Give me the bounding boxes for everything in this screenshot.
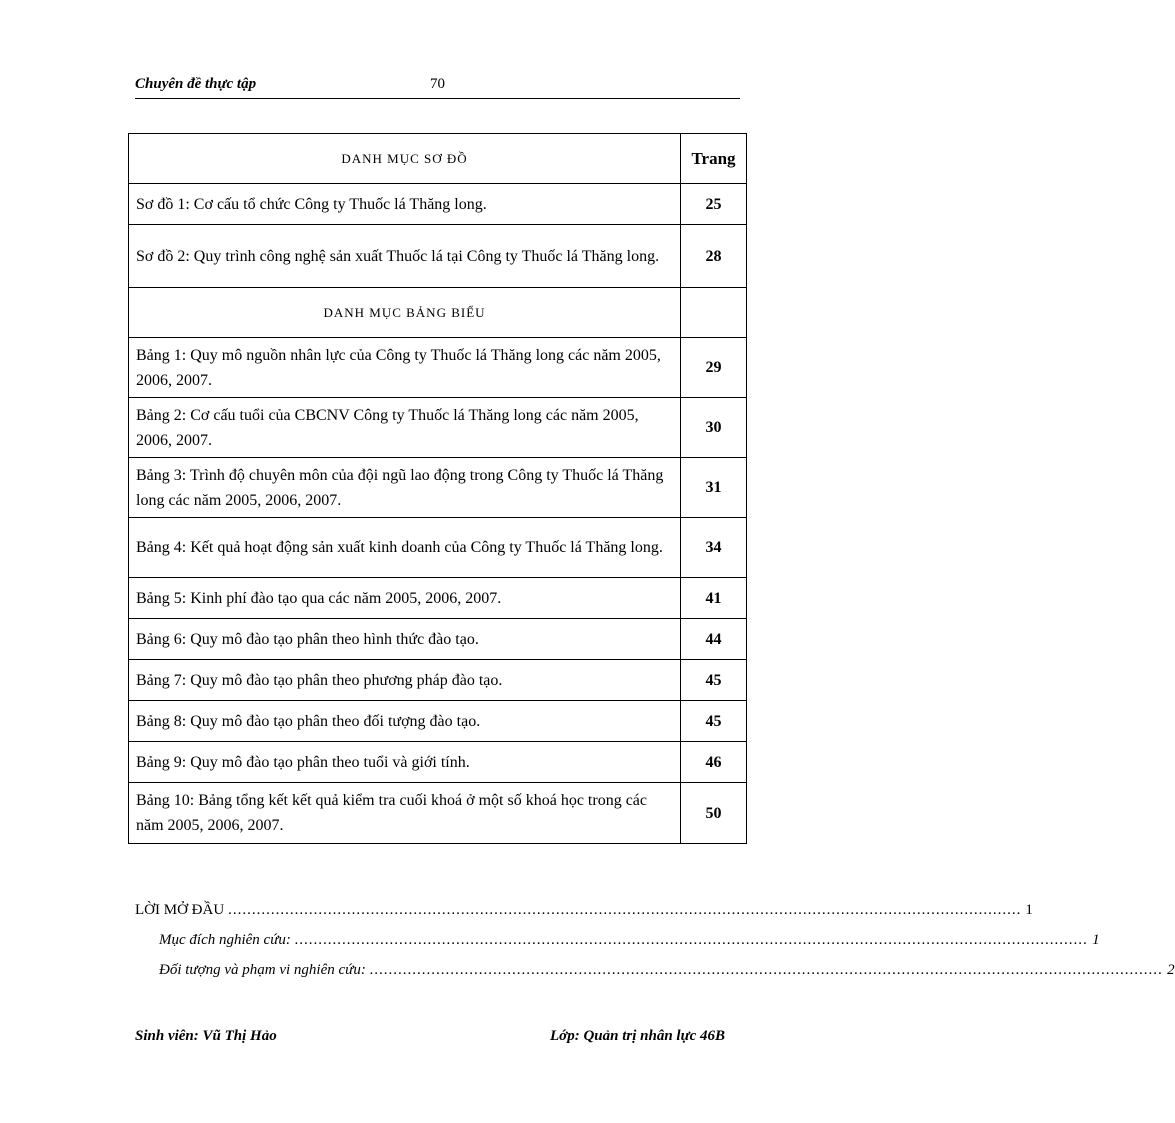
table-row [129, 458, 747, 518]
diagram-1-title: Sơ đồ 1: Cơ cấu tổ chức Công ty Thuốc lá Thăng long. [129, 184, 681, 225]
table-row [129, 783, 747, 844]
table-8-title: Bảng 8: Quy mô đào tạo phân theo đối tượng đào tạo. [129, 701, 681, 742]
tables-heading: DANH MỤC BẢNG BIỂU [129, 288, 681, 338]
table-row [129, 338, 747, 398]
table-4-page: 34 [681, 518, 747, 578]
toc-entry-label: Mục đích nghiên cứu: [159, 932, 291, 948]
table-9-page: 46 [681, 742, 747, 783]
table-5-page: 41 [681, 578, 747, 619]
dot-leader: ....................................................................................................................................................................... [228, 902, 1022, 918]
table-5-title: Bảng 5: Kinh phí đào tạo qua các năm 2005, 2006, 2007. [129, 578, 681, 619]
diagrams-heading: DANH MỤC SƠ ĐỒ [129, 134, 681, 184]
toc-entry-introduction[interactable] [135, 902, 1033, 932]
table-2-title: Bảng 2: Cơ cấu tuổi của CBCNV Công ty Thuốc lá Thăng long các năm 2005, 2006, 2007. [129, 398, 681, 458]
toc-entry-page: 1 [1092, 932, 1100, 948]
table-row [129, 518, 747, 578]
header-title: Chuyên đề thực tập [135, 76, 257, 92]
page-column-heading: Trang [681, 134, 747, 184]
table-of-contents [135, 902, 1175, 992]
table-1-page: 29 [681, 338, 747, 398]
table-row [129, 134, 747, 184]
table-7-page: 45 [681, 660, 747, 701]
toc-entry-research-scope[interactable] [135, 962, 1175, 992]
table-1-title: Bảng 1: Quy mô nguồn nhân lực của Công ty Thuốc lá Thăng long các năm 2005, 2006, 2007. [129, 338, 681, 398]
table-row [129, 288, 747, 338]
diagram-2-title: Sơ đồ 2: Quy trình công nghệ sản xuất Thuốc lá tại Công ty Thuốc lá Thăng long. [129, 225, 681, 288]
table-row [129, 578, 747, 619]
table-row [129, 701, 747, 742]
table-3-title: Bảng 3: Trình độ chuyên môn của đội ngũ lao động trong Công ty Thuốc lá Thăng long các năm 2005, 2006, 2007. [129, 458, 681, 518]
diagram-2-page: 28 [681, 225, 747, 288]
list-of-figures-table [128, 133, 747, 844]
table-8-page: 45 [681, 701, 747, 742]
footer-class: Lớp: Quản trị nhân lực 46B [550, 1028, 725, 1044]
table-row [129, 184, 747, 225]
dot-leader: ....................................................................................................................................................................... [294, 932, 1089, 948]
table-6-page: 44 [681, 619, 747, 660]
table-row [129, 660, 747, 701]
empty-cell [681, 288, 747, 338]
toc-entry-page: 2 [1167, 962, 1175, 978]
table-row [129, 742, 747, 783]
toc-entry-page: 1 [1025, 902, 1033, 918]
toc-entry-label: LỜI MỞ ĐẦU [135, 902, 225, 918]
table-7-title: Bảng 7: Quy mô đào tạo phân theo phương pháp đào tạo. [129, 660, 681, 701]
table-row [129, 398, 747, 458]
footer-student: Sinh viên: Vũ Thị Hảo [135, 1028, 277, 1044]
table-10-title: Bảng 10: Bảng tổng kết kết quả kiểm tra cuối khoá ở một số khoá học trong các năm 2005, 2006, 2007. [129, 783, 681, 844]
page-footer [135, 1028, 725, 1048]
page-header [135, 76, 740, 99]
table-2-page: 30 [681, 398, 747, 458]
table-6-title: Bảng 6: Quy mô đào tạo phân theo hình thức đào tạo. [129, 619, 681, 660]
table-row [129, 619, 747, 660]
toc-entry-research-purpose[interactable] [135, 932, 1100, 962]
header-page-number: 70 [430, 76, 445, 92]
toc-entry-label: Đối tượng và phạm vi nghiên cứu: [159, 962, 366, 978]
table-10-page: 50 [681, 783, 747, 844]
table-3-page: 31 [681, 458, 747, 518]
table-4-title: Bảng 4: Kết quả hoạt động sản xuất kinh doanh của Công ty Thuốc lá Thăng long. [129, 518, 681, 578]
table-9-title: Bảng 9: Quy mô đào tạo phân theo tuổi và giới tính. [129, 742, 681, 783]
dot-leader: ....................................................................................................................................................................... [369, 962, 1164, 978]
table-row [129, 225, 747, 288]
diagram-1-page: 25 [681, 184, 747, 225]
